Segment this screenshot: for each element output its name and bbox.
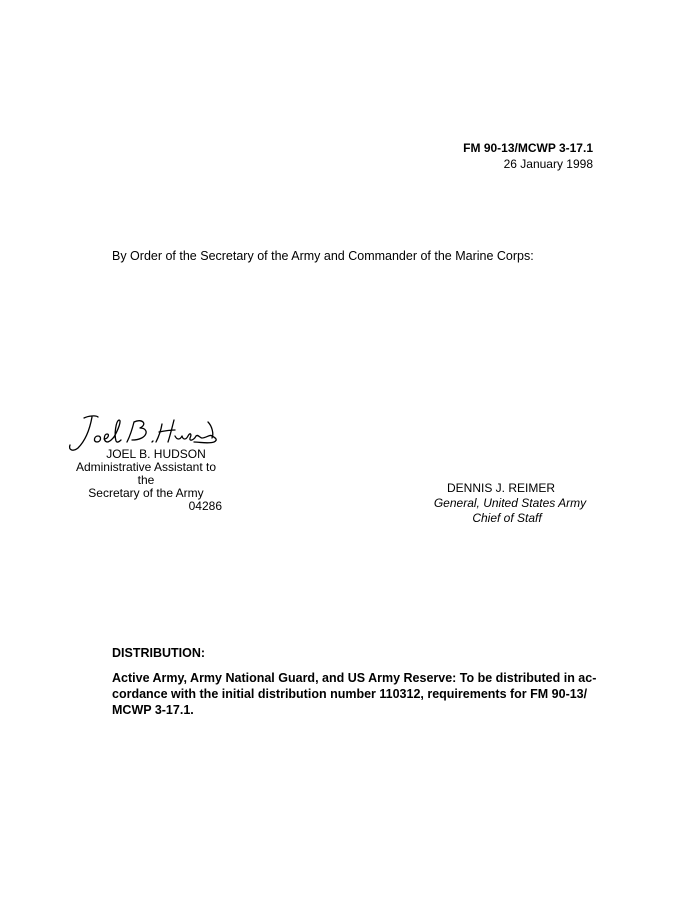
distribution-heading: DISTRIBUTION: (112, 646, 206, 660)
distribution-line2: cordance with the initial distribution number 110312, requirements for FM 90-13/ (112, 687, 588, 701)
left-signer-name: JOEL B. HUDSON (106, 447, 206, 461)
left-signer-title-line1: Administrative Assistant to the (75, 460, 217, 487)
right-signer-title-line1: General, United States Army (433, 496, 587, 510)
left-signature-block (66, 448, 226, 513)
document-date: 26 January 1998 (503, 157, 593, 171)
document-header (463, 140, 593, 172)
distribution-text (112, 670, 597, 718)
right-signer-name: DENNIS J. REIMER (446, 481, 555, 495)
left-signer-title-line2: Secretary of the Army (88, 486, 204, 500)
right-signature-block (405, 481, 615, 526)
distribution-line3: MCWP 3-17.1. (112, 703, 194, 717)
document-id: FM 90-13/MCWP 3-17.1 (463, 141, 593, 155)
right-signer-title-line2: Chief of Staff (472, 511, 542, 525)
distribution-line1: Active Army, Army National Guard, and US Army Reserve: To be distributed in ac- (112, 671, 597, 685)
left-signer-number: 04286 (188, 499, 222, 513)
order-statement: By Order of the Secretary of the Army and Commander of the Marine Corps: (112, 249, 534, 263)
